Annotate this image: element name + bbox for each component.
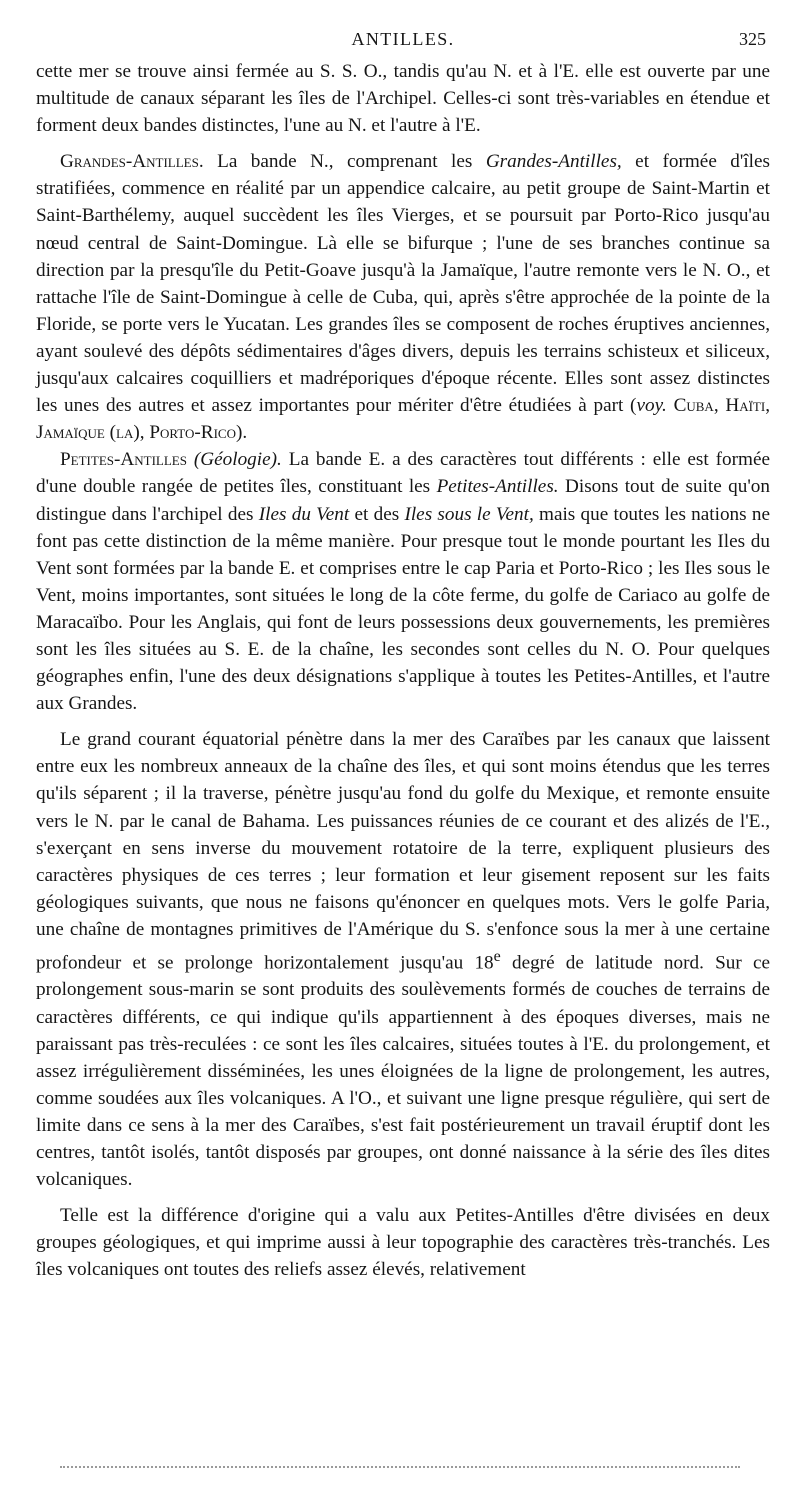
italic-term: Iles sous le Vent, <box>404 503 534 525</box>
italic-term: Grandes-Antilles, <box>485 151 622 173</box>
text-run: et des <box>349 503 405 525</box>
running-title: ANTILLES. <box>351 29 455 49</box>
section-heading-grandes-antilles: Grandes-Antilles. <box>60 151 204 173</box>
paragraph-grandes-antilles <box>36 148 770 446</box>
text-run: Le grand courant équatorial pénètre dans la mer des Caraïbes par les canaux que laissent entre eux les nombreux anneaux de la chaîne des îles, et qui sont moins étendus que les terres qu'ils séparent ; il la traverse, pénètre jusqu'au fond du golfe du Mexique, et remonte ensuite vers le N. par le canal de Bahama. Les puissances réunies de ce courant et des alizés de l'E., s'exerçant en sens inverse du mouvement rotatoire de la terre, expliquent plusieurs des caractères physiques de ces terres ; leur formation et leur gisement reposent sur les faits géologiques suivants, que nous ne faisons qu'énoncer en quelques mots. Vers le golfe Paria, une chaîne de montagnes primitives de l'Amérique du S. s'enfonce sous la mer à une certaine profondeur et se prolonge horizontalement jusqu'au 18 <box>36 729 770 974</box>
page <box>36 28 770 1284</box>
text-run: La bande N., comprenant les <box>203 151 486 173</box>
superscript: e <box>493 948 501 965</box>
text-run: . <box>242 422 248 444</box>
text-run: mais que toutes les nations ne font pas cette distinction de la même manière. Pour presque tout le monde pourtant les Iles du Vent sont formées par la bande E. et comprises entre le cap Paria et Porto-Rico ; les Iles sous le Vent, moins importantes, sont situées le long de la côte ferme, du golfe de Cariaco au golfe de Maracaïbo. Pour les Anglais, qui font de leurs possessions deux gouvernements, les premières sont les îles situées au S. E. de la chaîne, les secondes sont celles du N. O. Pour quelques géographes enfin, l'une des deux désignations s'applique à toutes les Petites-Antilles, et l'autre aux Grandes. <box>36 503 770 715</box>
text-run: La bande E. a des caractères tout différents : elle est formée d'une double rangée de petites îles, constituant les <box>36 449 770 498</box>
footer-dotted-rule <box>60 1466 740 1468</box>
text-run: Disons tout de suite qu'on distingue dans l'archipel des <box>36 476 770 525</box>
paragraph-courant-equatorial <box>36 726 770 1193</box>
text-run: et formée d'îles stratifiées, commence en réalité par un appendice calcaire, au petit groupe de Saint-Martin et Saint-Barthélemy, auquel succèdent les îles Vierges, et se poursuit par Porto-Rico jusqu'au nœud central de Saint-Domingue. Là elle se bifurque ; l'une de ses branches continue sa direction par la presqu'île du Petit-Goave jusqu'à la Jamaïque, l'autre remonte vers le N. O., et rattache l'île de Saint-Domingue à celle de Cuba, qui, après s'être approchée de la pointe de la Floride, se porte vers le Yucatan. Les grandes îles se composent de roches éruptives anciennes, ayant soulevé des dépôts sédimentaires d'âges divers, depuis les terrains schisteux et siliceux, jusqu'aux calcaires coquilliers et madréporiques d'époque récente. Elles sont assez distinctes les unes des autres et assez importantes pour mériter d'être étudiées à part ( <box>36 151 770 417</box>
page-number: 325 <box>739 29 766 49</box>
italic-term: voy. <box>636 395 667 417</box>
paragraph-petites-antilles <box>36 446 770 717</box>
italic-term: Petites-Antilles. <box>436 476 559 498</box>
section-heading-petites-antilles: Petites-Antilles <box>60 449 187 471</box>
paragraph-difference-origine: Telle est la différence d'origine qui a valu aux Petites-Antilles d'être divisées en deux groupes géologiques, et qui imprime aussi à leur topographie des caractères très-tranchés. Les îles volcaniques ont toutes des reliefs assez élevés, relativement <box>36 1205 770 1281</box>
running-header <box>36 28 770 58</box>
italic-term: Iles du Vent <box>258 503 350 525</box>
text-run: degré de latitude nord. Sur ce prolongement sous-marin se sont produits des soulèvements formés de couches de terrains de caractères différents, ce qui indique qu'ils appartiennent à des époques diverses, mais ne paraissant pas très-reculées : ce sont les îles calcaires, situées toutes à l'E. du prolongement, et assez irrégulièrement disséminées, les unes éloignées de la ligne de prolongement, les autres, comme soudées aux îles volcaniques. A l'O., et suivant une ligne presque régulière, qui sert de limite dans ce sens à la mer des Caraïbes, s'est fait postérieurement un travail éruptif dont les centres, tantôt isolés, tantôt disposés par groupes, ont donné naissance à la série des îles dites volcaniques. <box>36 952 771 1191</box>
italic-term: (Géologie). <box>186 449 282 471</box>
paragraph-intro: cette mer se trouve ainsi fermée au S. S. O., tandis qu'au N. et à l'E. elle est ouverte par une multitude de canaux séparant les îles de l'Archipel. Celles-ci sont très-variables en étendue et forment deux bandes distinctes, l'une au N. et l'autre à l'E. <box>36 61 770 137</box>
cross-references: Cuba, Haïti, Jamaïque (la), Porto-Rico) <box>36 395 770 444</box>
